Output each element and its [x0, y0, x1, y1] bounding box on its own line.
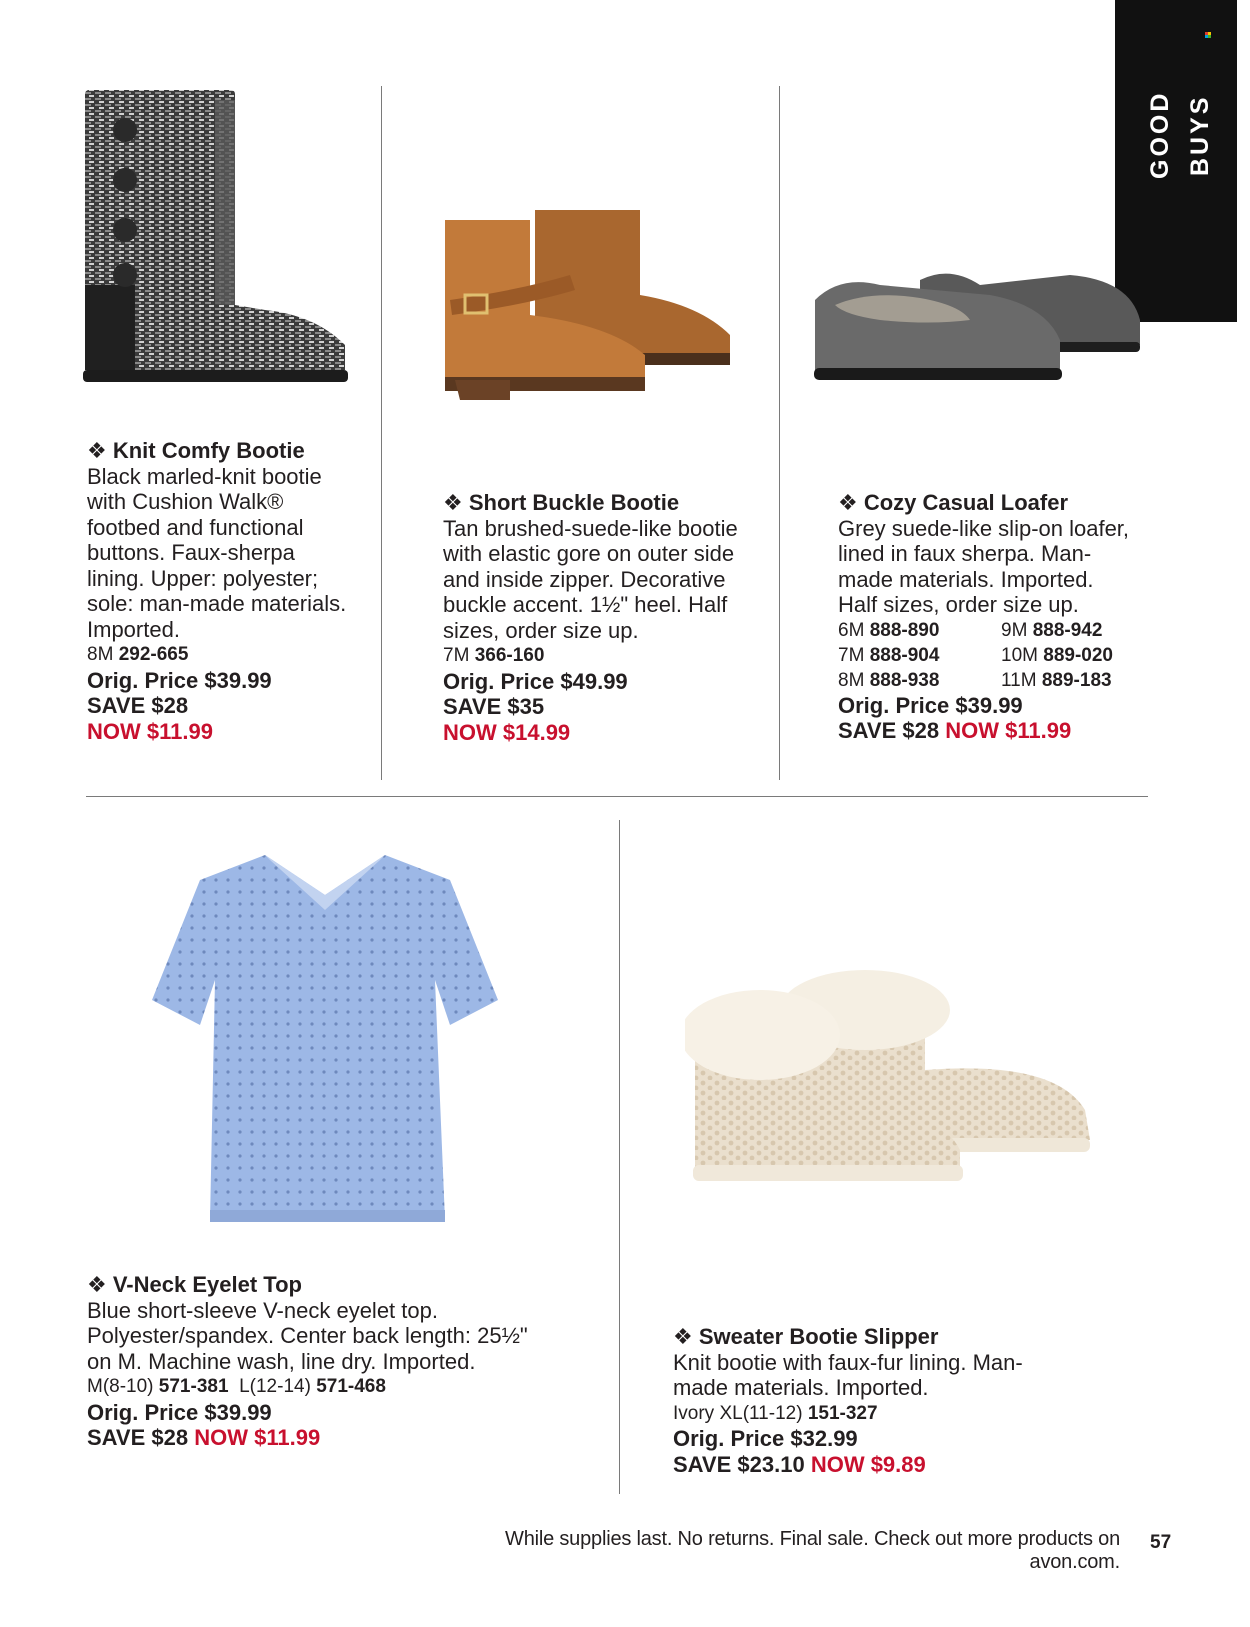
orig-price: Orig. Price $39.99	[838, 692, 1023, 718]
orig-price: Orig. Price $39.99	[87, 667, 272, 693]
now-price: NOW $11.99	[87, 718, 213, 744]
item-code: 11M 889-183	[1001, 669, 1112, 691]
page-number: 57	[1150, 1532, 1172, 1553]
save-now-line	[87, 1425, 547, 1451]
divider-vertical-3	[619, 820, 620, 1494]
save-amount: SAVE $28	[87, 693, 189, 718]
product-name: ❖ V-Neck Eyelet Top	[87, 1272, 302, 1297]
item-code: 9M 888-942	[1001, 619, 1103, 641]
knit-bootie-image	[75, 80, 355, 390]
product-sweater-bootie-slipper	[673, 1324, 1053, 1477]
divider-vertical-1	[381, 86, 382, 780]
product-description: Knit bootie with faux-fur lining. Man-made materials. Imported.	[673, 1349, 1023, 1400]
item-code: 7M 366-160	[443, 645, 545, 666]
product-name: ❖ Knit Comfy Bootie	[87, 438, 305, 463]
divider-horizontal	[86, 796, 1148, 797]
now-price: NOW $11.99	[945, 718, 1072, 743]
orig-price: Orig. Price $49.99	[443, 668, 628, 694]
item-code: Ivory XL(11-12) 151-327	[673, 1402, 878, 1424]
save-amount: SAVE $35	[443, 694, 545, 719]
color-dots-icon	[1205, 32, 1211, 38]
footer-note: While supplies last. No returns. Final sale. Check out more products on avon.com.	[505, 1528, 1120, 1573]
product-name: ❖ Cozy Casual Loafer	[838, 490, 1069, 515]
product-name: ❖ Short Buckle Bootie	[443, 490, 680, 515]
item-code-grid	[838, 618, 1138, 693]
product-short-buckle-bootie	[443, 490, 761, 745]
product-knit-comfy-bootie	[87, 438, 357, 744]
loafer-image	[810, 260, 1140, 390]
product-description: Blue short-sleeve V-neck eyelet top. Polyester/spandex. Center back length: 25½" on M. Machine wash, line dry. Imported.	[87, 1297, 528, 1374]
divider-vertical-2	[779, 86, 780, 780]
item-code: 10M 889-020	[1001, 644, 1113, 666]
save-amount: SAVE $28	[838, 718, 940, 743]
item-codes: M(8-10) 571-381 L(12-14) 571-468	[87, 1376, 386, 1397]
item-code: 8M 888-938	[838, 669, 940, 691]
product-cozy-casual-loafer	[838, 490, 1138, 744]
save-amount: SAVE $28	[87, 1425, 189, 1450]
product-v-neck-eyelet-top	[87, 1272, 547, 1451]
save-amount: SAVE $23.10	[673, 1451, 805, 1477]
eyelet-top-image	[150, 850, 500, 1235]
now-price: NOW $9.89	[810, 1451, 926, 1477]
orig-price: Orig. Price $32.99	[673, 1426, 858, 1451]
buckle-bootie-image	[440, 205, 740, 405]
sweater-slipper-image	[685, 960, 1105, 1185]
item-code: 6M 888-890	[838, 619, 940, 641]
now-price: NOW $11.99	[194, 1425, 321, 1450]
product-description: Tan brushed-suede-like bootie with elastic gore on outer side and inside zipper. Decorative buckle accent. 1½" heel. Half sizes, order size up.	[443, 515, 738, 643]
item-code: 8M 292-665	[87, 644, 189, 665]
section-tab-label: GOOD BUYS	[1146, 90, 1214, 180]
product-description: Black marled-knit bootie with Cushion Walk® footbed and functional buttons. Faux-sherpa lining. Upper: polyester; sole: man-made materials. Imported.	[87, 463, 347, 642]
orig-price: Orig. Price $39.99	[87, 1399, 272, 1425]
product-description: Grey suede-like slip-on loafer, lined in faux sherpa. Man-made materials. Imported. Half sizes, order size up.	[838, 515, 1130, 617]
now-price: NOW $14.99	[443, 719, 571, 745]
save-now-line	[673, 1452, 1053, 1478]
product-name: ❖ Sweater Bootie Slipper	[673, 1324, 939, 1349]
save-now-line	[838, 718, 1138, 744]
item-code: 7M 888-904	[838, 644, 940, 666]
